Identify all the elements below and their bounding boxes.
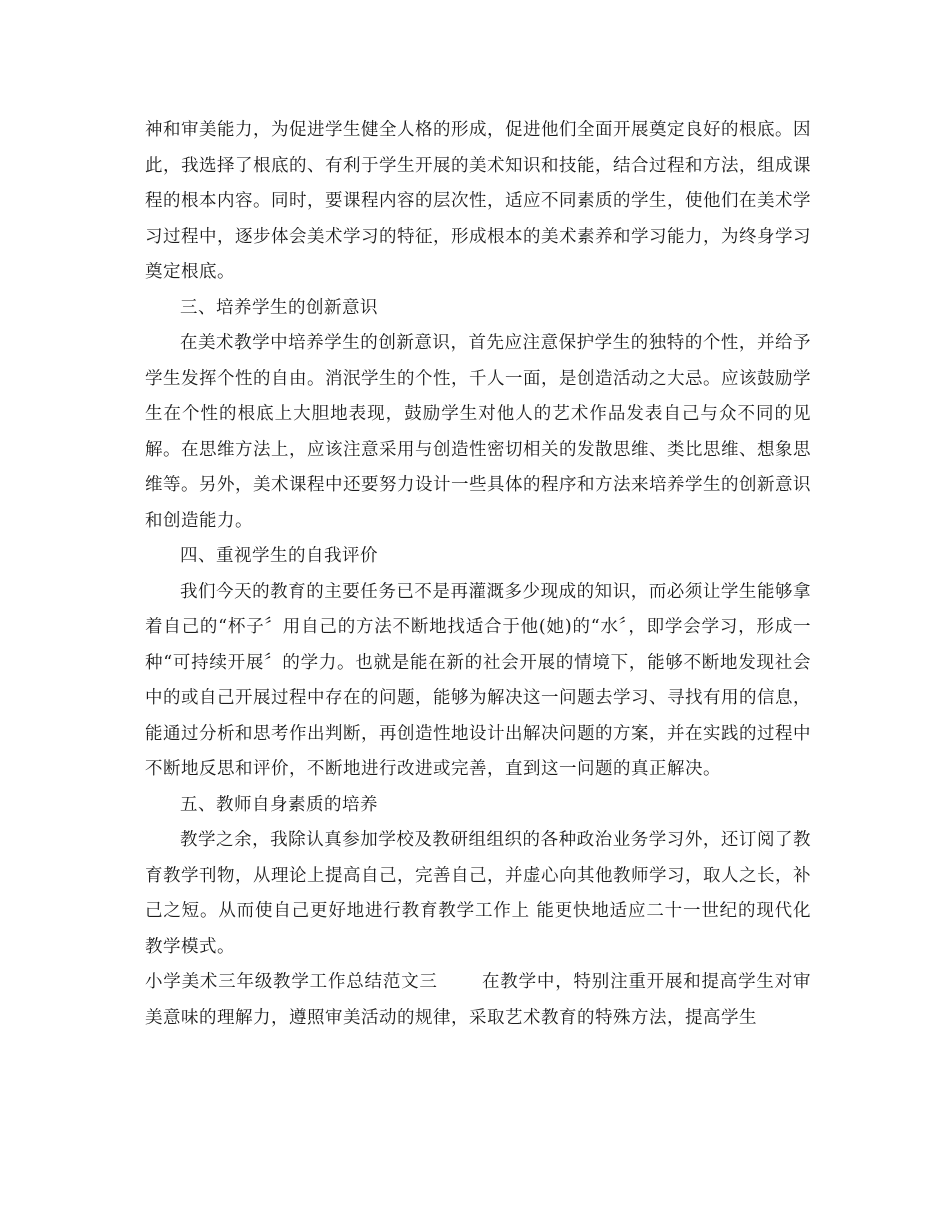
final-title: 小学美术三年级教学工作总结范文三 xyxy=(145,972,438,992)
section-heading-4: 四、重视学生的自我评价 xyxy=(180,546,378,566)
section-heading-5: 五、教师自身素质的培养 xyxy=(180,794,378,815)
paragraph-continued: 神和审美能力，为促进学生健全人格的形成，促进他们全面开展奠定良好的根底。因此，我选择了根底的、有利于学生开展的美术知识和技能，结合过程和方法，组成课程的根本内容。同时，要课程内容的层次性，适应不同素质的学生，使他们在美术学习过程中，逐步体会美术学习的特征，形成根本的美术素养和学习能力，为终身学习奠定根底。 xyxy=(145,120,811,282)
final-text: 在教学中，特别注重开展和提高学生对审美意味的理解力，遵照审美活动的规律，采取艺术教育的特殊方法，提高学生 xyxy=(145,972,812,1028)
paragraph-teacher-quality: 教学之余，我除认真参加学校及教研组组织的各种政治业务学习外，还订阅了教育教学刊物，从理论上提高自己，完善自己，并虚心向其他教师学习，取人之长，补己之短。从而使自己更好地进行教育教学工作上 能更快地适应二十一世纪的现代化教学模式。 xyxy=(145,830,811,957)
paragraph-innovation: 在美术教学中培养学生的创新意识，首先应注意保护学生的独特的个性，并给予学生发挥个性的自由。消泯学生的个性，千人一面，是创造活动之大忌。应该鼓励学生在个性的根底上大胆地表现，鼓励学生对他人的艺术作品发表自己与众不同的见解。在思维方法上，应该注意采用与创造性密切相关的发散思维、类比思维、想象思维等。另外，美术课程中还要努力设计一些具体的程序和方法来培养学生的创新意识和创造能力。 xyxy=(145,333,811,531)
section-heading-3: 三、培养学生的创新意识 xyxy=(180,297,378,318)
document-body xyxy=(145,113,811,1036)
paragraph-final xyxy=(145,965,811,1036)
paragraph-self-evaluation: 我们今天的教育的主要任务已不是再灌溉多少现成的知识，而必须让学生能够拿着自己的“杯子〞用自己的方法不断地找适合于他(她)的“水〞，即学会学习，形成一种“可持续开展〞的学力。也就是能在新的社会开展的情境下，能够不断地发现社会中的或自己开展过程中存在的问题，能够为解决这一问题去学习、寻找有用的信息，能通过分析和思考作出判断，再创造性地设计出解决问题的方案，并在实践的过程中不断地反思和评价，不断地进行改进或完善，直到这一问题的真正解决。 xyxy=(145,581,811,779)
